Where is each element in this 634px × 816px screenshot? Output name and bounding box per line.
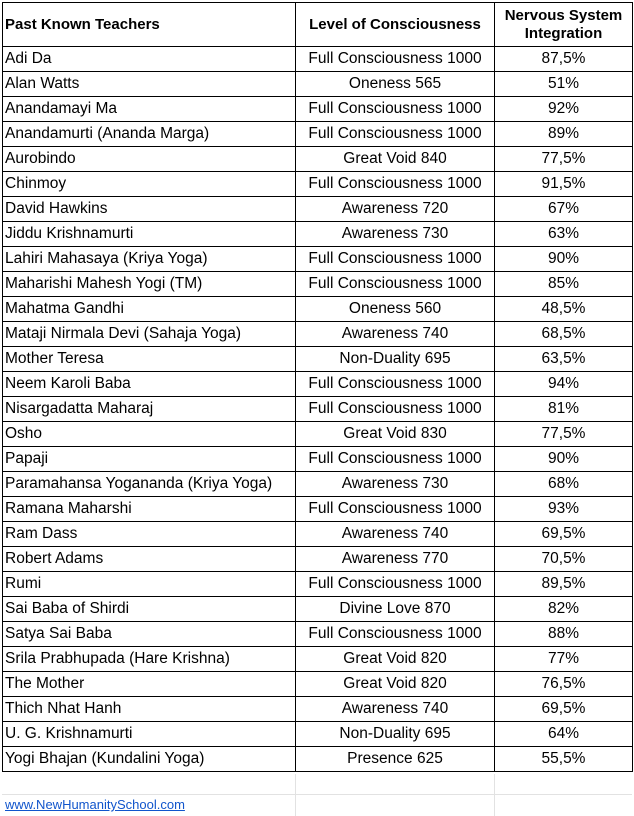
cell-nervous-system-integration[interactable]: 91,5% xyxy=(495,172,633,197)
table-row xyxy=(3,247,633,272)
cell-nervous-system-integration[interactable]: 89% xyxy=(495,122,633,147)
cell-teacher-name[interactable]: David Hawkins xyxy=(3,197,296,222)
teachers-table xyxy=(2,2,633,772)
table-row xyxy=(3,397,633,422)
cell-nervous-system-integration[interactable]: 69,5% xyxy=(495,522,633,547)
cell-teacher-name[interactable]: Paramahansa Yogananda (Kriya Yoga) xyxy=(3,472,296,497)
cell-nervous-system-integration[interactable]: 88% xyxy=(495,622,633,647)
cell-nervous-system-integration[interactable]: 93% xyxy=(495,497,633,522)
table-row xyxy=(3,72,633,97)
header-nervous-system[interactable]: Nervous System Integration xyxy=(495,3,633,47)
table-row xyxy=(3,297,633,322)
cell-teacher-name[interactable]: Lahiri Mahasaya (Kriya Yoga) xyxy=(3,247,296,272)
cell-teacher-name[interactable]: Satya Sai Baba xyxy=(3,622,296,647)
cell-teacher-name[interactable]: Ram Dass xyxy=(3,522,296,547)
cell-teacher-name[interactable]: Osho xyxy=(3,422,296,447)
sheet-footer-area xyxy=(2,774,632,816)
cell-teacher-name[interactable]: Mataji Nirmala Devi (Sahaja Yoga) xyxy=(3,322,296,347)
cell-consciousness-level[interactable]: Full Consciousness 1000 xyxy=(296,172,495,197)
cell-teacher-name[interactable]: Mother Teresa xyxy=(3,347,296,372)
cell-consciousness-level[interactable]: Awareness 720 xyxy=(296,197,495,222)
gridline xyxy=(494,774,495,816)
cell-nervous-system-integration[interactable]: 77,5% xyxy=(495,422,633,447)
cell-consciousness-level[interactable]: Full Consciousness 1000 xyxy=(296,272,495,297)
cell-teacher-name[interactable]: Adi Da xyxy=(3,47,296,72)
cell-consciousness-level[interactable]: Awareness 740 xyxy=(296,697,495,722)
cell-nervous-system-integration[interactable]: 68,5% xyxy=(495,322,633,347)
cell-consciousness-level[interactable]: Non-Duality 695 xyxy=(296,347,495,372)
cell-teacher-name[interactable]: Thich Nhat Hanh xyxy=(3,697,296,722)
cell-consciousness-level[interactable]: Great Void 830 xyxy=(296,422,495,447)
cell-consciousness-level[interactable]: Great Void 840 xyxy=(296,147,495,172)
table-row xyxy=(3,522,633,547)
cell-nervous-system-integration[interactable]: 55,5% xyxy=(495,747,633,772)
cell-nervous-system-integration[interactable]: 51% xyxy=(495,72,633,97)
table-row xyxy=(3,122,633,147)
cell-nervous-system-integration[interactable]: 63,5% xyxy=(495,347,633,372)
table-row xyxy=(3,747,633,772)
cell-nervous-system-integration[interactable]: 85% xyxy=(495,272,633,297)
table-row xyxy=(3,572,633,597)
cell-nervous-system-integration[interactable]: 77% xyxy=(495,647,633,672)
cell-consciousness-level[interactable]: Oneness 560 xyxy=(296,297,495,322)
cell-teacher-name[interactable]: Srila Prabhupada (Hare Krishna) xyxy=(3,647,296,672)
cell-nervous-system-integration[interactable]: 70,5% xyxy=(495,547,633,572)
cell-consciousness-level[interactable]: Divine Love 870 xyxy=(296,597,495,622)
cell-consciousness-level[interactable]: Awareness 730 xyxy=(296,472,495,497)
website-link[interactable]: www.NewHumanitySchool.com xyxy=(5,797,185,812)
cell-consciousness-level[interactable]: Full Consciousness 1000 xyxy=(296,372,495,397)
cell-nervous-system-integration[interactable]: 76,5% xyxy=(495,672,633,697)
cell-nervous-system-integration[interactable]: 64% xyxy=(495,722,633,747)
cell-teacher-name[interactable]: Anandamurti (Ananda Marga) xyxy=(3,122,296,147)
cell-consciousness-level[interactable]: Full Consciousness 1000 xyxy=(296,497,495,522)
table-row xyxy=(3,97,633,122)
cell-teacher-name[interactable]: Yogi Bhajan (Kundalini Yoga) xyxy=(3,747,296,772)
cell-nervous-system-integration[interactable]: 48,5% xyxy=(495,297,633,322)
cell-nervous-system-integration[interactable]: 87,5% xyxy=(495,47,633,72)
cell-nervous-system-integration[interactable]: 89,5% xyxy=(495,572,633,597)
cell-teacher-name[interactable]: Rumi xyxy=(3,572,296,597)
cell-consciousness-level[interactable]: Full Consciousness 1000 xyxy=(296,47,495,72)
cell-teacher-name[interactable]: Nisargadatta Maharaj xyxy=(3,397,296,422)
cell-teacher-name[interactable]: Ramana Maharshi xyxy=(3,497,296,522)
table-row xyxy=(3,272,633,297)
table-row xyxy=(3,47,633,72)
table-row xyxy=(3,422,633,447)
cell-consciousness-level[interactable]: Oneness 565 xyxy=(296,72,495,97)
cell-consciousness-level[interactable]: Full Consciousness 1000 xyxy=(296,572,495,597)
header-teacher[interactable]: Past Known Teachers xyxy=(3,3,296,47)
header-level[interactable]: Level of Consciousness xyxy=(296,3,495,47)
cell-teacher-name[interactable]: Sai Baba of Shirdi xyxy=(3,597,296,622)
table-row xyxy=(3,222,633,247)
cell-teacher-name[interactable]: Maharishi Mahesh Yogi (TM) xyxy=(3,272,296,297)
cell-nervous-system-integration[interactable]: 81% xyxy=(495,397,633,422)
cell-teacher-name[interactable]: Robert Adams xyxy=(3,547,296,572)
cell-consciousness-level[interactable]: Full Consciousness 1000 xyxy=(296,397,495,422)
table-row xyxy=(3,697,633,722)
cell-teacher-name[interactable]: Alan Watts xyxy=(3,72,296,97)
cell-consciousness-level[interactable]: Awareness 740 xyxy=(296,322,495,347)
cell-consciousness-level[interactable]: Non-Duality 695 xyxy=(296,722,495,747)
cell-nervous-system-integration[interactable]: 63% xyxy=(495,222,633,247)
cell-teacher-name[interactable]: The Mother xyxy=(3,672,296,697)
cell-teacher-name[interactable]: Chinmoy xyxy=(3,172,296,197)
cell-nervous-system-integration[interactable]: 69,5% xyxy=(495,697,633,722)
cell-consciousness-level[interactable]: Awareness 740 xyxy=(296,522,495,547)
table-row xyxy=(3,172,633,197)
cell-consciousness-level[interactable]: Full Consciousness 1000 xyxy=(296,622,495,647)
cell-consciousness-level[interactable]: Awareness 770 xyxy=(296,547,495,572)
cell-nervous-system-integration[interactable]: 77,5% xyxy=(495,147,633,172)
cell-consciousness-level[interactable]: Great Void 820 xyxy=(296,672,495,697)
table-row xyxy=(3,322,633,347)
cell-consciousness-level[interactable]: Full Consciousness 1000 xyxy=(296,447,495,472)
cell-nervous-system-integration[interactable]: 90% xyxy=(495,247,633,272)
cell-nervous-system-integration[interactable]: 68% xyxy=(495,472,633,497)
table-row xyxy=(3,497,633,522)
cell-consciousness-level[interactable]: Great Void 820 xyxy=(296,647,495,672)
table-row xyxy=(3,347,633,372)
table-row xyxy=(3,722,633,747)
cell-nervous-system-integration[interactable]: 67% xyxy=(495,197,633,222)
cell-nervous-system-integration[interactable]: 92% xyxy=(495,97,633,122)
cell-teacher-name[interactable]: U. G. Krishnamurti xyxy=(3,722,296,747)
header-row xyxy=(3,3,633,47)
cell-teacher-name[interactable]: Neem Karoli Baba xyxy=(3,372,296,397)
cell-consciousness-level[interactable]: Presence 625 xyxy=(296,747,495,772)
cell-teacher-name[interactable]: Anandamayi Ma xyxy=(3,97,296,122)
cell-nervous-system-integration[interactable]: 82% xyxy=(495,597,633,622)
table-row xyxy=(3,147,633,172)
gridline xyxy=(2,794,632,795)
table-row xyxy=(3,447,633,472)
cell-nervous-system-integration[interactable]: 94% xyxy=(495,372,633,397)
table-row xyxy=(3,197,633,222)
table-row xyxy=(3,597,633,622)
table-row xyxy=(3,672,633,697)
cell-teacher-name[interactable]: Papaji xyxy=(3,447,296,472)
table-row xyxy=(3,372,633,397)
table-row xyxy=(3,472,633,497)
cell-nervous-system-integration[interactable]: 90% xyxy=(495,447,633,472)
cell-teacher-name[interactable]: Jiddu Krishnamurti xyxy=(3,222,296,247)
cell-consciousness-level[interactable]: Full Consciousness 1000 xyxy=(296,97,495,122)
cell-teacher-name[interactable]: Aurobindo xyxy=(3,147,296,172)
cell-consciousness-level[interactable]: Awareness 730 xyxy=(296,222,495,247)
table-row xyxy=(3,622,633,647)
table-row xyxy=(3,547,633,572)
cell-consciousness-level[interactable]: Full Consciousness 1000 xyxy=(296,247,495,272)
gridline xyxy=(295,774,296,816)
cell-consciousness-level[interactable]: Full Consciousness 1000 xyxy=(296,122,495,147)
table-row xyxy=(3,647,633,672)
cell-teacher-name[interactable]: Mahatma Gandhi xyxy=(3,297,296,322)
